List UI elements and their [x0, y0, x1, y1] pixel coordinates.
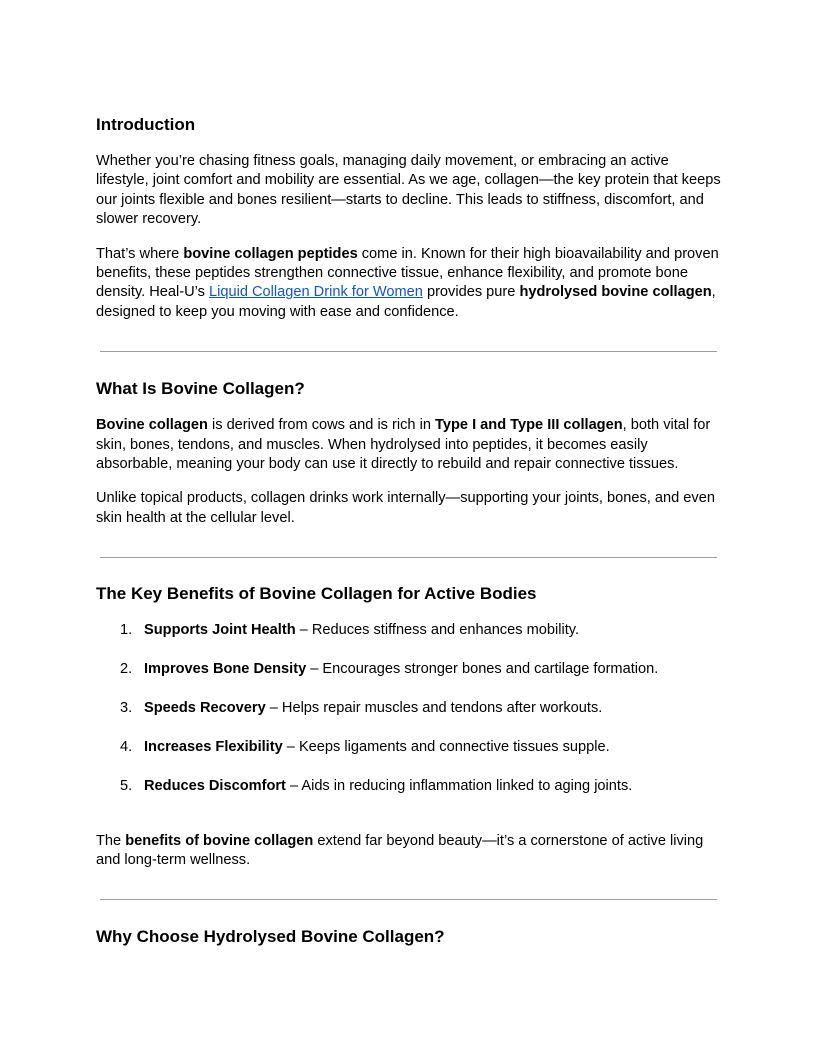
heading-key-benefits: The Key Benefits of Bovine Collagen for Active Bodies [96, 584, 537, 604]
benefits-closing-paragraph: The benefits of bovine collagen extend far beyond beauty—it’s a cornerstone of active living and long-term wellness. [96, 832, 704, 869]
bold-bovine-collagen-peptides: bovine collagen peptides [183, 245, 358, 262]
bold-hydrolysed-bovine-collagen: hydrolysed bovine collagen [519, 284, 712, 301]
intro-paragraph-2: That’s where bovine collagen peptides come in. Known for their high bioavailability and proven benefits, these peptides strengthen connective tissue, enhance flexibility, and promote bone density. Heal-U’s Liquid Collagen Drink for Women provides pure hydrolysed bovine collagen, designed to keep you moving with ease and confidence. [96, 245, 719, 320]
intro-paragraph-1: Whether you’re chasing fitness goals, managing daily movement, or embracing an active lifestyle, joint comfort and mobility are essential. As we age, collagen—the key protein that keeps our joints flexible and bones resilient—starts to decline. This leads to stiffness, discomfort, and slower recovery. [96, 153, 721, 228]
liquid-collagen-drink-link[interactable]: Liquid Collagen Drink for Women [209, 284, 423, 301]
what-paragraph-2: Unlike topical products, collagen drinks work internally—supporting your joints, bones, and even skin health at the cellular level. [96, 490, 715, 526]
what-paragraph-1: Bovine collagen is derived from cows and is rich in Type I and Type III collagen, both vital for skin, bones, tendons, and muscles. When hydrolysed into peptides, it becomes easily absorbable, meaning your body can use it directly to rebuild and repair connective tissues. [96, 417, 711, 473]
heading-why-choose-hydrolysed: Why Choose Hydrolysed Bovine Collagen? [96, 926, 445, 946]
list-item: 4. Increases Flexibility – Keeps ligaments and connective tissues supple. [120, 739, 610, 755]
document-page [96, 114, 722, 948]
heading-introduction: Introduction [96, 115, 196, 134]
list-item: 1. Supports Joint Health – Reduces stiffness and enhances mobility. [120, 622, 580, 639]
benefits-list [96, 621, 722, 796]
list-item: 3. Speeds Recovery – Helps repair muscles and tendons after workouts. [120, 700, 603, 717]
list-item: 5. Reduces Discomfort – Aids in reducing inflammation linked to aging joints. [120, 777, 633, 794]
heading-what-is-bovine-collagen: What Is Bovine Collagen? [96, 379, 305, 399]
list-item: 2. Improves Bone Density – Encourages stronger bones and cartilage formation. [120, 661, 659, 678]
